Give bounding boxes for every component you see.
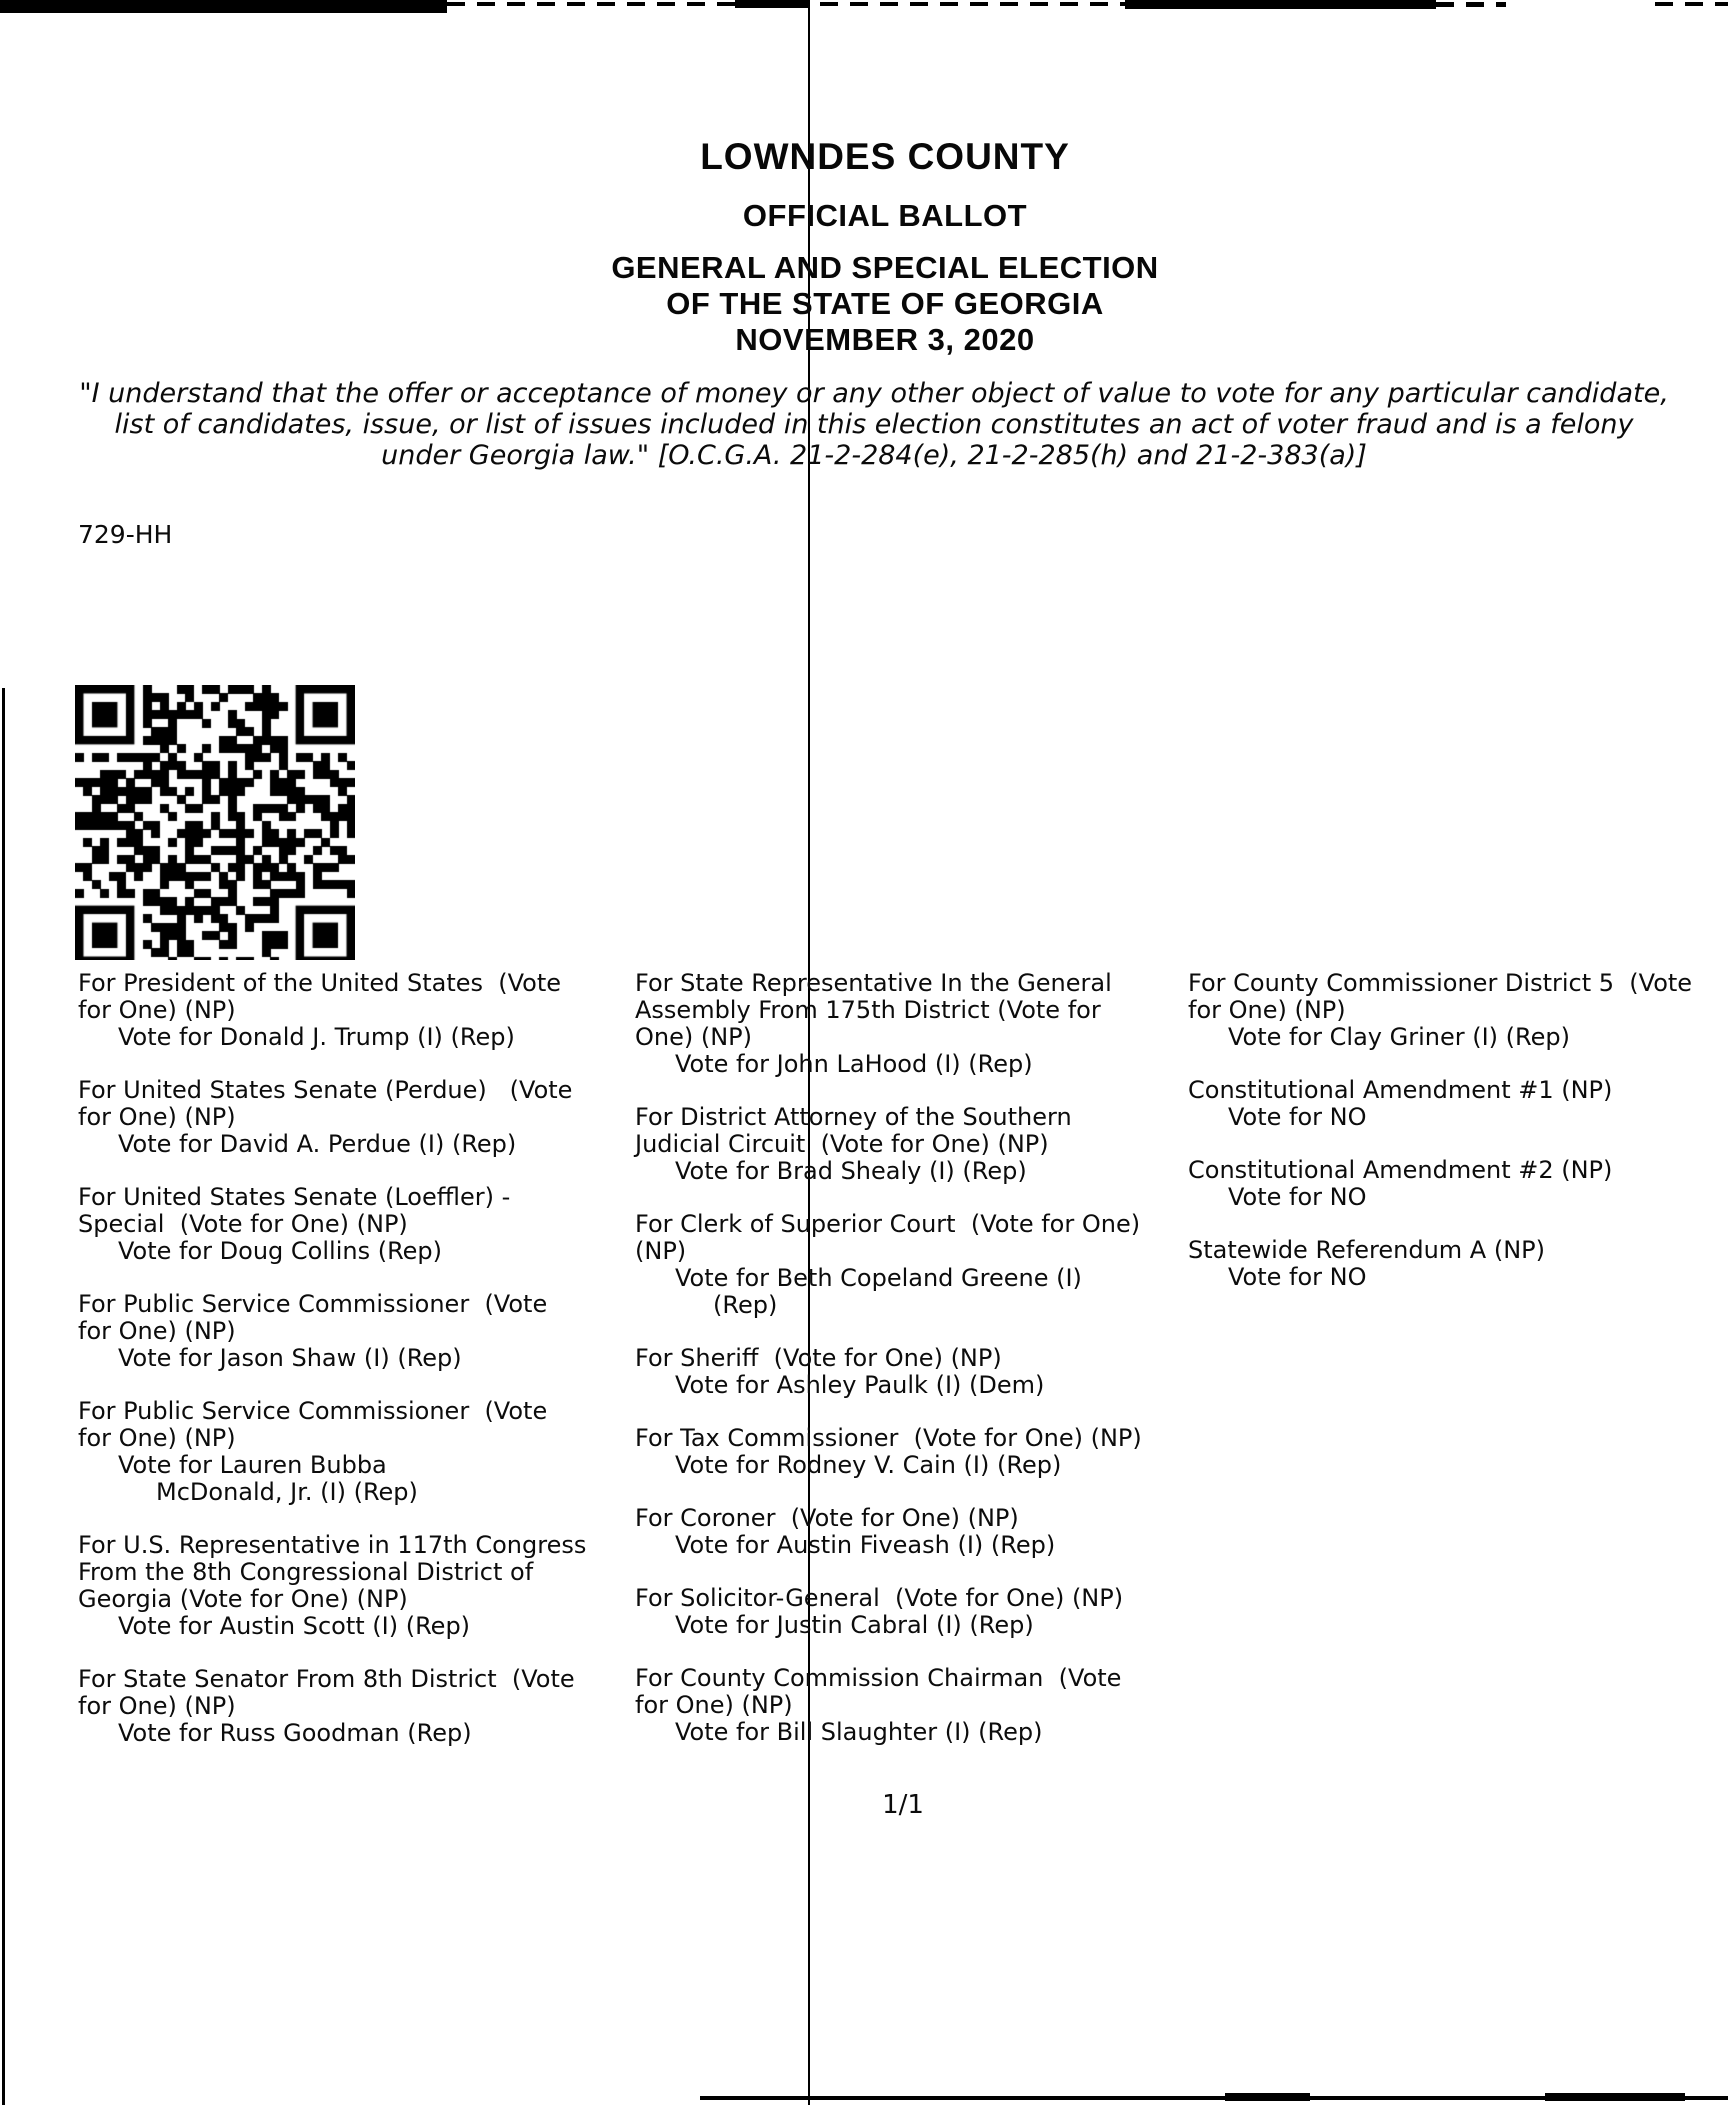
contest-block — [1188, 1157, 1692, 1211]
contest-title-line: For United States Senate (Perdue) (Vote — [78, 1076, 573, 1104]
contest-block — [635, 970, 1142, 1078]
vote-selection-line: Vote for Beth Copeland Greene (I) — [675, 1264, 1082, 1292]
contest-title-line: For Public Service Commissioner (Vote — [78, 1397, 548, 1425]
vote-selection-line: (Rep) — [713, 1291, 778, 1319]
contest-title-line: Assembly From 175th District (Vote for — [635, 996, 1101, 1024]
contest-block — [635, 1665, 1142, 1746]
contest-title-line: for One) (NP) — [78, 1424, 236, 1452]
contest-title-line: For District Attorney of the Southern — [635, 1103, 1072, 1131]
vote-selection-line: Vote for Doug Collins (Rep) — [118, 1237, 443, 1265]
contest-title-line: for One) (NP) — [78, 1317, 236, 1345]
contest-title-line: for One) (NP) — [635, 1691, 793, 1719]
county-title: LOWNDES COUNTY — [700, 136, 1070, 177]
fraud-disclaimer-line: under Georgia law." [O.C.G.A. 21-2-284(e), 21-2-285(h) and 21-2-383(a)] — [381, 440, 1367, 471]
contest-title-line: For Clerk of Superior Court (Vote for One) — [635, 1210, 1141, 1238]
vote-selection-line: Vote for Bill Slaughter (I) (Rep) — [675, 1718, 1043, 1746]
contest-block — [78, 1666, 586, 1747]
scan-artifact-left-edge-line — [2, 688, 5, 2105]
vote-selection-line: Vote for Donald J. Trump (I) (Rep) — [118, 1023, 515, 1051]
contest-title-line: One) (NP) — [635, 1023, 753, 1051]
contest-title-line: Special (Vote for One) (NP) — [78, 1210, 408, 1238]
contest-block — [635, 1585, 1142, 1639]
vote-selection-line: McDonald, Jr. (I) (Rep) — [156, 1478, 418, 1506]
vote-selection-line: Vote for Lauren Bubba — [118, 1451, 387, 1479]
election-title-line: NOVEMBER 3, 2020 — [735, 322, 1035, 357]
vote-selection-line: Vote for Austin Fiveash (I) (Rep) — [675, 1531, 1056, 1559]
contest-title-line: Georgia (Vote for One) (NP) — [78, 1585, 408, 1613]
contest-title-line: For Sheriff (Vote for One) (NP) — [635, 1344, 1002, 1372]
vote-selection-line: Vote for NO — [1228, 1183, 1367, 1211]
page-indicator: 1/1 — [882, 1790, 924, 1820]
contest-block — [1188, 970, 1692, 1051]
contest-title-line: For Public Service Commissioner (Vote — [78, 1290, 548, 1318]
contest-title-line: From the 8th Congressional District of — [78, 1558, 534, 1586]
contest-block — [78, 1077, 586, 1158]
contest-block — [635, 1505, 1142, 1559]
scan-artifact-bottom-line — [1545, 2093, 1685, 2101]
contest-title-line: Constitutional Amendment #1 (NP) — [1188, 1076, 1613, 1104]
contest-title-line: For County Commissioner District 5 (Vote — [1188, 969, 1693, 997]
scan-artifact-top-bar — [735, 0, 810, 8]
contest-title-line: For County Commission Chairman (Vote — [635, 1664, 1122, 1692]
contest-title-line: For State Senator From 8th District (Vote — [78, 1665, 575, 1693]
contest-title-line: For Solicitor-General (Vote for One) (NP) — [635, 1584, 1124, 1612]
vote-selection-line: Vote for NO — [1228, 1103, 1367, 1131]
ballot-header — [0, 136, 1728, 358]
vote-selection-line: Vote for John LaHood (I) (Rep) — [675, 1050, 1033, 1078]
contest-title-line: For State Representative In the General — [635, 969, 1112, 997]
scan-artifact-top-dashes — [1436, 2, 1506, 7]
election-title-line: GENERAL AND SPECIAL ELECTION — [611, 250, 1159, 285]
precinct-code: 729-HH — [78, 520, 173, 549]
contest-block — [635, 1345, 1142, 1399]
contest-title-line: for One) (NP) — [78, 1692, 236, 1720]
ballot-type-title: OFFICIAL BALLOT — [742, 198, 1028, 233]
scan-artifact-top-dashes — [447, 2, 737, 6]
fraud-disclaimer-line: "I understand that the offer or acceptance of money or any other object of value to vote for any particular candidate, — [79, 378, 1669, 409]
contest-title-line: for One) (NP) — [78, 996, 236, 1024]
contest-block — [1188, 1077, 1692, 1131]
vote-selection-line: Vote for Jason Shaw (I) (Rep) — [118, 1344, 462, 1372]
vote-selection-line: Vote for NO — [1228, 1263, 1367, 1291]
contest-block — [78, 970, 586, 1051]
contest-block — [1188, 1237, 1692, 1291]
contest-block — [78, 1532, 586, 1640]
vote-selection-line: Vote for Clay Griner (I) (Rep) — [1228, 1023, 1570, 1051]
scan-artifact-bottom-line — [1225, 2093, 1310, 2101]
contest-title-line: For United States Senate (Loeffler) - — [78, 1183, 511, 1211]
contest-title-line: Statewide Referendum A (NP) — [1188, 1236, 1545, 1264]
contest-title-line: For Coroner (Vote for One) (NP) — [635, 1504, 1019, 1532]
vote-selection-line: Vote for Russ Goodman (Rep) — [118, 1719, 472, 1747]
contest-title-line: For Tax Commissioner (Vote for One) (NP) — [635, 1424, 1142, 1452]
contest-title-line: Constitutional Amendment #2 (NP) — [1188, 1156, 1613, 1184]
election-title-line: OF THE STATE OF GEORGIA — [666, 286, 1104, 321]
contest-title-line: For President of the United States (Vote — [78, 969, 562, 997]
contest-block — [635, 1104, 1142, 1185]
fraud-disclaimer-line: list of candidates, issue, or list of issues included in this election constitutes an act of voter fraud and is a felony — [114, 409, 1634, 440]
contest-title-line: for One) (NP) — [78, 1103, 236, 1131]
qr-code — [75, 685, 355, 960]
ballot-column-2 — [635, 970, 1142, 1746]
fraud-disclaimer — [0, 378, 1728, 471]
vote-selection-line: Vote for Brad Shealy (I) (Rep) — [675, 1157, 1027, 1185]
vote-selection-line: Vote for Ashley Paulk (I) (Dem) — [675, 1371, 1045, 1399]
vote-selection-line: Vote for Justin Cabral (I) (Rep) — [675, 1611, 1034, 1639]
scan-artifact-top-bar — [0, 0, 447, 13]
contest-block — [78, 1398, 586, 1506]
contest-block — [635, 1211, 1142, 1319]
scan-artifact-top-dashes — [820, 2, 1125, 6]
contest-block — [78, 1291, 586, 1372]
scan-artifact-top-dashes — [1655, 2, 1728, 6]
contest-title-line: for One) (NP) — [1188, 996, 1346, 1024]
contest-block — [635, 1425, 1142, 1479]
contest-title-line: For U.S. Representative in 117th Congress — [78, 1531, 587, 1559]
ballot-column-1 — [78, 970, 586, 1747]
vote-selection-line: Vote for Austin Scott (I) (Rep) — [118, 1612, 471, 1640]
vote-selection-line: Vote for David A. Perdue (I) (Rep) — [118, 1130, 517, 1158]
scan-artifact-top-bar — [1125, 0, 1436, 9]
ballot-column-3 — [1188, 970, 1692, 1291]
contest-title-line: Judicial Circuit (Vote for One) (NP) — [635, 1130, 1049, 1158]
contest-block — [78, 1184, 586, 1265]
contest-title-line: (NP) — [635, 1237, 687, 1265]
vote-selection-line: Vote for Rodney V. Cain (I) (Rep) — [675, 1451, 1062, 1479]
